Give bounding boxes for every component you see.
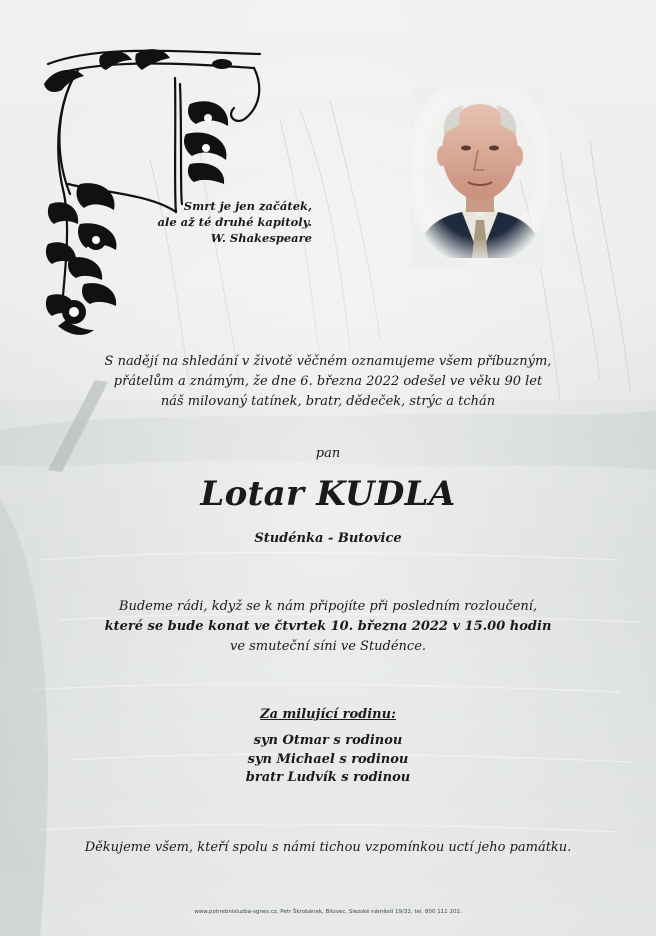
announcement-line: náš milovaný tatínek, bratr, dědeček, strýc a tchán: [160, 394, 496, 409]
quote-block: [150, 198, 312, 246]
announcement-line: přátelům a známým, že dne 6. března 2022 odešel ve věku 90 let: [113, 374, 543, 389]
funeral-line: Budeme rádi, když se k nám připojíte při posledním rozloučení,: [118, 599, 538, 614]
announcement-line: S nadějí na shledání v životě věčném oznamujeme všem příbuzným,: [104, 354, 552, 369]
funeral-location-line: ve smuteční síni ve Studénce.: [229, 639, 427, 654]
family-member: bratr Ludvík s rodinou: [245, 770, 411, 785]
family-heading: Za milující rodinu:: [260, 707, 396, 722]
floral-ornament-icon: [40, 44, 270, 344]
family-list: [0, 732, 656, 788]
honorific: pan: [315, 446, 341, 461]
portrait-photo: [410, 88, 550, 268]
family-member: syn Otmar s rodinou: [253, 733, 403, 748]
thanks-line: Děkujeme všem, kteří spolu s námi tichou vzpomínkou uctí jeho památku.: [84, 840, 572, 855]
funeral-service-footer: www.pohrebnisluzba-sgnes.cz, Petr Škrobánek, Bílovec, Slezské náměstí 19/32, tel. 800 111 202.: [194, 909, 462, 915]
quote-line: ale až té druhé kapitoly.: [157, 215, 312, 229]
funeral-info: [0, 597, 656, 657]
funeral-date-line: které se bude konat ve čtvrtek 10. března 2022 v 15.00 hodin: [104, 619, 552, 634]
deceased-name: Lotar KUDLA: [200, 474, 456, 514]
quote-line: Smrt je jen začátek,: [183, 199, 312, 213]
family-member: syn Michael s rodinou: [247, 751, 409, 767]
death-announcement: [0, 352, 656, 412]
residence: Studénka - Butovice: [254, 531, 402, 546]
quote-author: W. Shakespeare: [210, 231, 312, 245]
